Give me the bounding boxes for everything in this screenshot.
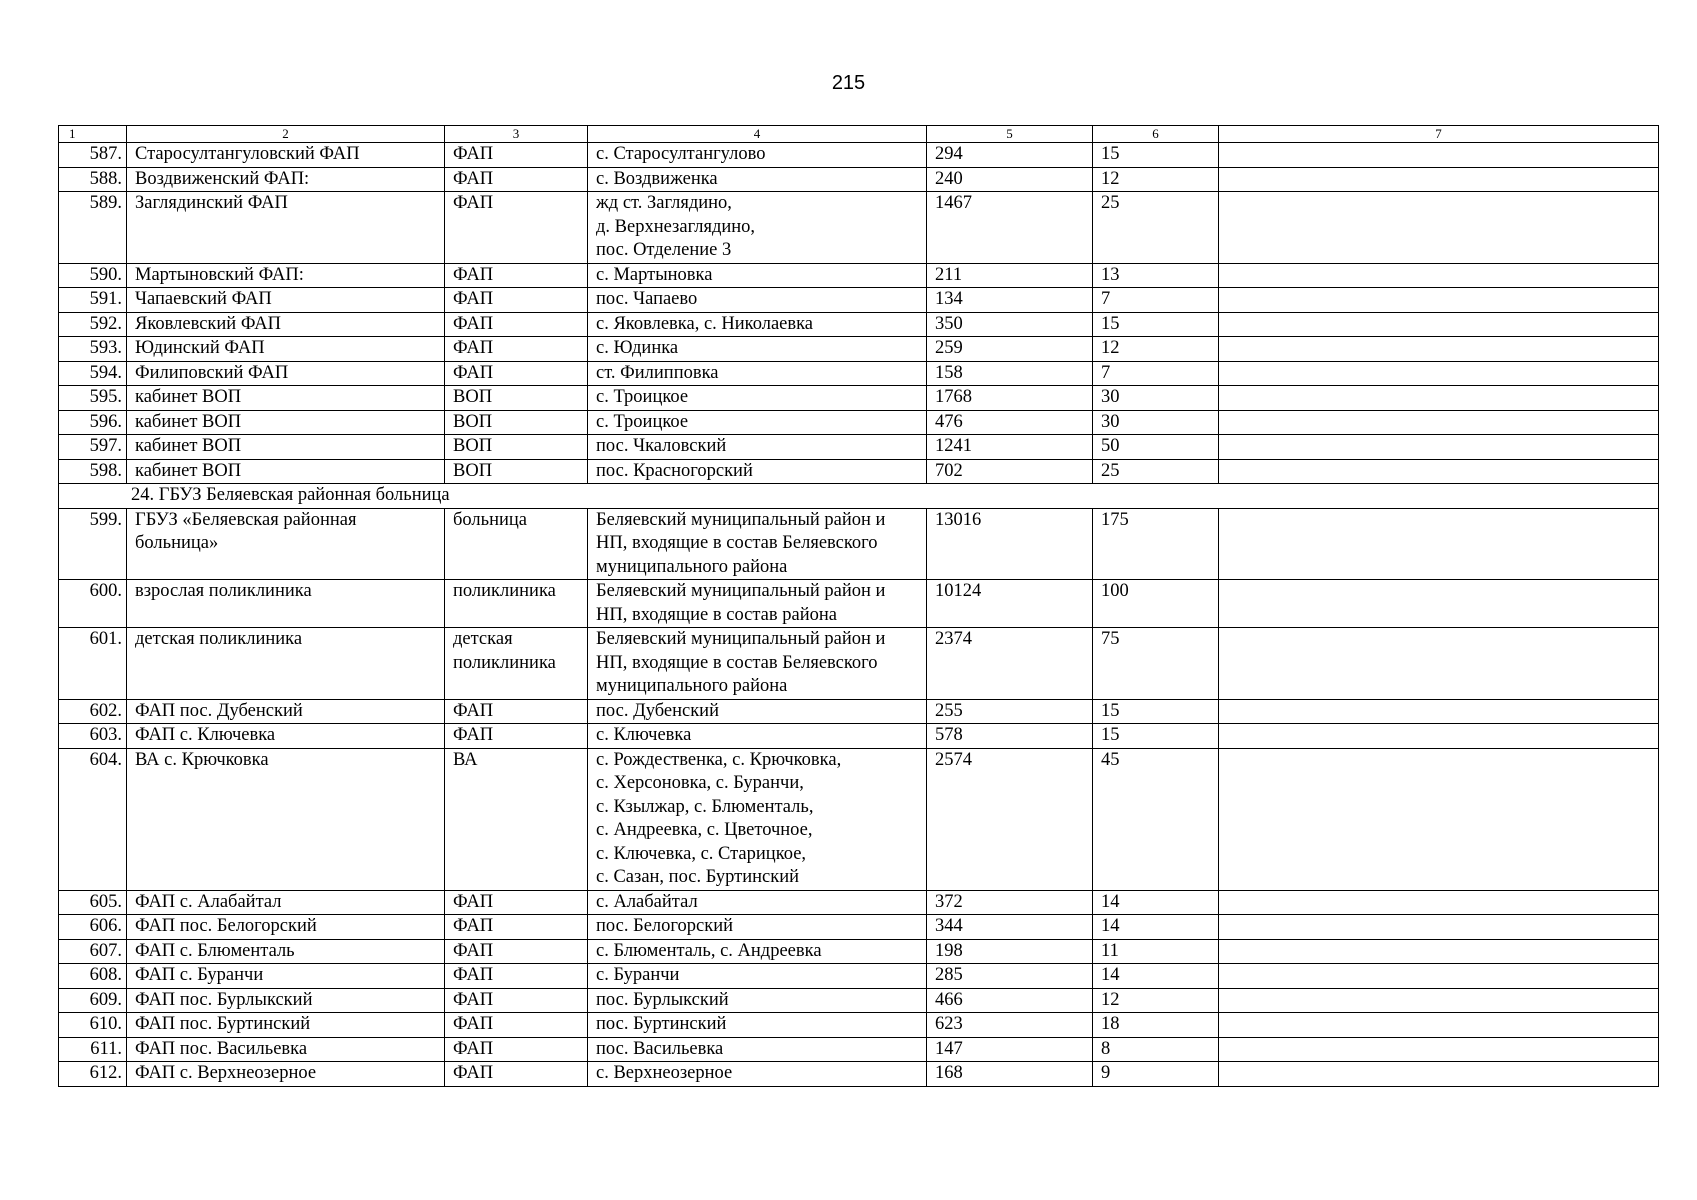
- row-number: 589.: [59, 192, 127, 264]
- column-6-value: 25: [1093, 192, 1219, 264]
- facility-name: Юдинский ФАП: [127, 337, 445, 362]
- facility-type: ФАП: [445, 939, 588, 964]
- column-number-row: [59, 126, 1659, 143]
- row-number: 590.: [59, 263, 127, 288]
- row-number: 597.: [59, 435, 127, 460]
- column-6-value: 9: [1093, 1062, 1219, 1087]
- facility-type: ФАП: [445, 915, 588, 940]
- facility-type: ФАП: [445, 1037, 588, 1062]
- column-5-value: 466: [927, 988, 1093, 1013]
- column-6-value: 30: [1093, 410, 1219, 435]
- column-5-value: 623: [927, 1013, 1093, 1038]
- facility-type: больница: [445, 508, 588, 580]
- column-5-value: 255: [927, 699, 1093, 724]
- service-area: жд ст. Заглядино, д. Верхнезаглядино, пос. Отделение 3: [588, 192, 927, 264]
- column-5-value: 372: [927, 890, 1093, 915]
- table-row: [59, 1062, 1659, 1087]
- facility-name: ФАП пос. Буртинский: [127, 1013, 445, 1038]
- facility-name: детская поликлиника: [127, 628, 445, 700]
- facility-name: ФАП с. Буранчи: [127, 964, 445, 989]
- column-6-value: 11: [1093, 939, 1219, 964]
- service-area: пос. Васильевка: [588, 1037, 927, 1062]
- column-5-value: 2574: [927, 748, 1093, 890]
- row-number: 603.: [59, 724, 127, 749]
- table-row: [59, 699, 1659, 724]
- column-5-value: 2374: [927, 628, 1093, 700]
- column-6-value: 100: [1093, 580, 1219, 628]
- service-area: пос. Чкаловский: [588, 435, 927, 460]
- column-5-value: 211: [927, 263, 1093, 288]
- facility-type: ФАП: [445, 988, 588, 1013]
- column-5-value: 10124: [927, 580, 1093, 628]
- service-area: пос. Красногорский: [588, 459, 927, 484]
- service-area: ст. Филипповка: [588, 361, 927, 386]
- table-row: [59, 410, 1659, 435]
- facility-name: ФАП с. Блюменталь: [127, 939, 445, 964]
- table-row: [59, 890, 1659, 915]
- service-area: с. Яковлевка, с. Николаевка: [588, 312, 927, 337]
- facility-name: Воздвиженский ФАП:: [127, 167, 445, 192]
- column-6-value: 14: [1093, 890, 1219, 915]
- column-header: 2: [127, 126, 445, 143]
- column-7-value: [1219, 748, 1659, 890]
- row-number: 592.: [59, 312, 127, 337]
- service-area: Беляевский муниципальный район и НП, входящие в состав Беляевского муниципального района: [588, 508, 927, 580]
- row-number: 608.: [59, 964, 127, 989]
- facility-type: ФАП: [445, 167, 588, 192]
- column-7-value: [1219, 435, 1659, 460]
- column-5-value: 240: [927, 167, 1093, 192]
- column-6-value: 175: [1093, 508, 1219, 580]
- row-number: 599.: [59, 508, 127, 580]
- column-7-value: [1219, 699, 1659, 724]
- column-6-value: 75: [1093, 628, 1219, 700]
- row-number: 598.: [59, 459, 127, 484]
- facility-type: ФАП: [445, 361, 588, 386]
- column-7-value: [1219, 167, 1659, 192]
- column-6-value: 12: [1093, 337, 1219, 362]
- column-6-value: 30: [1093, 386, 1219, 411]
- column-7-value: [1219, 988, 1659, 1013]
- row-number: 593.: [59, 337, 127, 362]
- table-row: [59, 1013, 1659, 1038]
- facility-name: ФАП с. Алабайтал: [127, 890, 445, 915]
- facility-name: Яковлевский ФАП: [127, 312, 445, 337]
- table-row: [59, 386, 1659, 411]
- column-5-value: 147: [927, 1037, 1093, 1062]
- column-6-value: 45: [1093, 748, 1219, 890]
- table-row: [59, 192, 1659, 264]
- facility-name: ФАП с. Ключевка: [127, 724, 445, 749]
- facility-type: ВОП: [445, 410, 588, 435]
- table-row: [59, 580, 1659, 628]
- column-7-value: [1219, 890, 1659, 915]
- row-number: 596.: [59, 410, 127, 435]
- column-6-value: 8: [1093, 1037, 1219, 1062]
- service-area: с. Воздвиженка: [588, 167, 927, 192]
- column-5-value: 259: [927, 337, 1093, 362]
- service-area: Беляевский муниципальный район и НП, входящие в состав района: [588, 580, 927, 628]
- service-area: Беляевский муниципальный район и НП, входящие в состав Беляевского муниципального района: [588, 628, 927, 700]
- column-6-value: 14: [1093, 964, 1219, 989]
- column-7-value: [1219, 964, 1659, 989]
- service-area: с. Блюменталь, с. Андреевка: [588, 939, 927, 964]
- column-5-value: 1768: [927, 386, 1093, 411]
- table-row: [59, 361, 1659, 386]
- facility-name: ФАП пос. Белогорский: [127, 915, 445, 940]
- facility-type: ВОП: [445, 386, 588, 411]
- facility-name: ФАП пос. Дубенский: [127, 699, 445, 724]
- row-number: 591.: [59, 288, 127, 313]
- facility-name: ФАП с. Верхнеозерное: [127, 1062, 445, 1087]
- service-area: пос. Бурлыкский: [588, 988, 927, 1013]
- table-row: [59, 263, 1659, 288]
- table-row: [59, 1037, 1659, 1062]
- service-area: пос. Чапаево: [588, 288, 927, 313]
- column-6-value: 15: [1093, 724, 1219, 749]
- column-6-value: 18: [1093, 1013, 1219, 1038]
- facilities-table: [58, 125, 1659, 1087]
- facility-type: ФАП: [445, 263, 588, 288]
- facility-name: Мартыновский ФАП:: [127, 263, 445, 288]
- column-5-value: 350: [927, 312, 1093, 337]
- row-number: 612.: [59, 1062, 127, 1087]
- row-number: 602.: [59, 699, 127, 724]
- row-number: 605.: [59, 890, 127, 915]
- table-row: [59, 459, 1659, 484]
- service-area: с. Троицкое: [588, 410, 927, 435]
- column-7-value: [1219, 628, 1659, 700]
- facility-name: ФАП пос. Васильевка: [127, 1037, 445, 1062]
- column-7-value: [1219, 312, 1659, 337]
- facility-name: ФАП пос. Бурлыкский: [127, 988, 445, 1013]
- column-7-value: [1219, 459, 1659, 484]
- column-5-value: 1241: [927, 435, 1093, 460]
- facility-name: кабинет ВОП: [127, 459, 445, 484]
- column-7-value: [1219, 361, 1659, 386]
- column-7-value: [1219, 724, 1659, 749]
- column-7-value: [1219, 1037, 1659, 1062]
- column-7-value: [1219, 410, 1659, 435]
- facility-type: ФАП: [445, 337, 588, 362]
- facility-name: Чапаевский ФАП: [127, 288, 445, 313]
- table-row: [59, 167, 1659, 192]
- row-number: 609.: [59, 988, 127, 1013]
- column-6-value: 25: [1093, 459, 1219, 484]
- column-header: 1: [59, 126, 127, 143]
- facility-type: поликлиника: [445, 580, 588, 628]
- facility-name: кабинет ВОП: [127, 435, 445, 460]
- facility-name: ГБУЗ «Беляевская районная больница»: [127, 508, 445, 580]
- column-6-value: 15: [1093, 143, 1219, 168]
- column-5-value: 168: [927, 1062, 1093, 1087]
- facility-type: ФАП: [445, 724, 588, 749]
- facility-name: Старосултангуловский ФАП: [127, 143, 445, 168]
- service-area: с. Ключевка: [588, 724, 927, 749]
- row-number: 587.: [59, 143, 127, 168]
- column-header: 3: [445, 126, 588, 143]
- table-row: [59, 508, 1659, 580]
- column-5-value: 198: [927, 939, 1093, 964]
- service-area: с. Алабайтал: [588, 890, 927, 915]
- column-7-value: [1219, 939, 1659, 964]
- column-5-value: 476: [927, 410, 1093, 435]
- service-area: с. Старосултангулово: [588, 143, 927, 168]
- column-5-value: 578: [927, 724, 1093, 749]
- section-header-row: [59, 484, 1659, 509]
- column-7-value: [1219, 288, 1659, 313]
- facility-type: ФАП: [445, 312, 588, 337]
- row-number: 588.: [59, 167, 127, 192]
- row-number: 610.: [59, 1013, 127, 1038]
- service-area: с. Троицкое: [588, 386, 927, 411]
- column-6-value: 14: [1093, 915, 1219, 940]
- row-number: 600.: [59, 580, 127, 628]
- facility-type: ВОП: [445, 435, 588, 460]
- column-6-value: 15: [1093, 312, 1219, 337]
- service-area: с. Юдинка: [588, 337, 927, 362]
- service-area: пос. Белогорский: [588, 915, 927, 940]
- column-5-value: 158: [927, 361, 1093, 386]
- facility-type: ФАП: [445, 288, 588, 313]
- column-6-value: 7: [1093, 288, 1219, 313]
- facility-type: ВА: [445, 748, 588, 890]
- service-area: с. Рождественка, с. Крючковка, с. Херсоновка, с. Буранчи, с. Кзылжар, с. Блюменталь, с. Андреевка, с. Цветочное, с. Ключевка, с. Старицкое, с. Сазан, пос. Буртинский: [588, 748, 927, 890]
- service-area: пос. Буртинский: [588, 1013, 927, 1038]
- column-header: 4: [588, 126, 927, 143]
- table-row: [59, 939, 1659, 964]
- column-7-value: [1219, 508, 1659, 580]
- table-row: [59, 628, 1659, 700]
- column-6-value: 13: [1093, 263, 1219, 288]
- table-row: [59, 312, 1659, 337]
- column-6-value: 50: [1093, 435, 1219, 460]
- column-7-value: [1219, 337, 1659, 362]
- facility-type: ФАП: [445, 1013, 588, 1038]
- table-row: [59, 337, 1659, 362]
- row-number: 595.: [59, 386, 127, 411]
- facility-type: ФАП: [445, 143, 588, 168]
- facility-name: Заглядинский ФАП: [127, 192, 445, 264]
- section-title: 24. ГБУЗ Беляевская районная больница: [59, 484, 1659, 509]
- column-5-value: 1467: [927, 192, 1093, 264]
- table-row: [59, 724, 1659, 749]
- column-6-value: 12: [1093, 167, 1219, 192]
- page-number: 215: [831, 72, 866, 94]
- row-number: 601.: [59, 628, 127, 700]
- column-5-value: 285: [927, 964, 1093, 989]
- facility-name: взрослая поликлиника: [127, 580, 445, 628]
- facility-name: кабинет ВОП: [127, 410, 445, 435]
- facility-type: ФАП: [445, 1062, 588, 1087]
- service-area: с. Буранчи: [588, 964, 927, 989]
- column-7-value: [1219, 143, 1659, 168]
- table-row: [59, 288, 1659, 313]
- table-body: [59, 126, 1659, 1087]
- row-number: 607.: [59, 939, 127, 964]
- column-5-value: 344: [927, 915, 1093, 940]
- column-7-value: [1219, 192, 1659, 264]
- table-row: [59, 748, 1659, 890]
- column-6-value: 12: [1093, 988, 1219, 1013]
- column-6-value: 7: [1093, 361, 1219, 386]
- table-row: [59, 143, 1659, 168]
- table-row: [59, 435, 1659, 460]
- facility-name: ВА с. Крючковка: [127, 748, 445, 890]
- facility-type: ФАП: [445, 964, 588, 989]
- column-5-value: 134: [927, 288, 1093, 313]
- service-area: пос. Дубенский: [588, 699, 927, 724]
- facility-type: ФАП: [445, 890, 588, 915]
- table-row: [59, 964, 1659, 989]
- table-row: [59, 915, 1659, 940]
- service-area: с. Верхнеозерное: [588, 1062, 927, 1087]
- column-header: 6: [1093, 126, 1219, 143]
- row-number: 606.: [59, 915, 127, 940]
- column-7-value: [1219, 1013, 1659, 1038]
- column-header: 7: [1219, 126, 1659, 143]
- column-5-value: 294: [927, 143, 1093, 168]
- column-6-value: 15: [1093, 699, 1219, 724]
- facility-type: ФАП: [445, 699, 588, 724]
- row-number: 611.: [59, 1037, 127, 1062]
- facility-type: ФАП: [445, 192, 588, 264]
- column-header: 5: [927, 126, 1093, 143]
- column-7-value: [1219, 263, 1659, 288]
- facility-name: кабинет ВОП: [127, 386, 445, 411]
- service-area: с. Мартыновка: [588, 263, 927, 288]
- row-number: 594.: [59, 361, 127, 386]
- facility-name: Филиповский ФАП: [127, 361, 445, 386]
- column-7-value: [1219, 915, 1659, 940]
- column-7-value: [1219, 1062, 1659, 1087]
- column-5-value: 702: [927, 459, 1093, 484]
- column-5-value: 13016: [927, 508, 1093, 580]
- facility-type: детская поликлиника: [445, 628, 588, 700]
- table-row: [59, 988, 1659, 1013]
- column-7-value: [1219, 580, 1659, 628]
- facility-type: ВОП: [445, 459, 588, 484]
- column-7-value: [1219, 386, 1659, 411]
- row-number: 604.: [59, 748, 127, 890]
